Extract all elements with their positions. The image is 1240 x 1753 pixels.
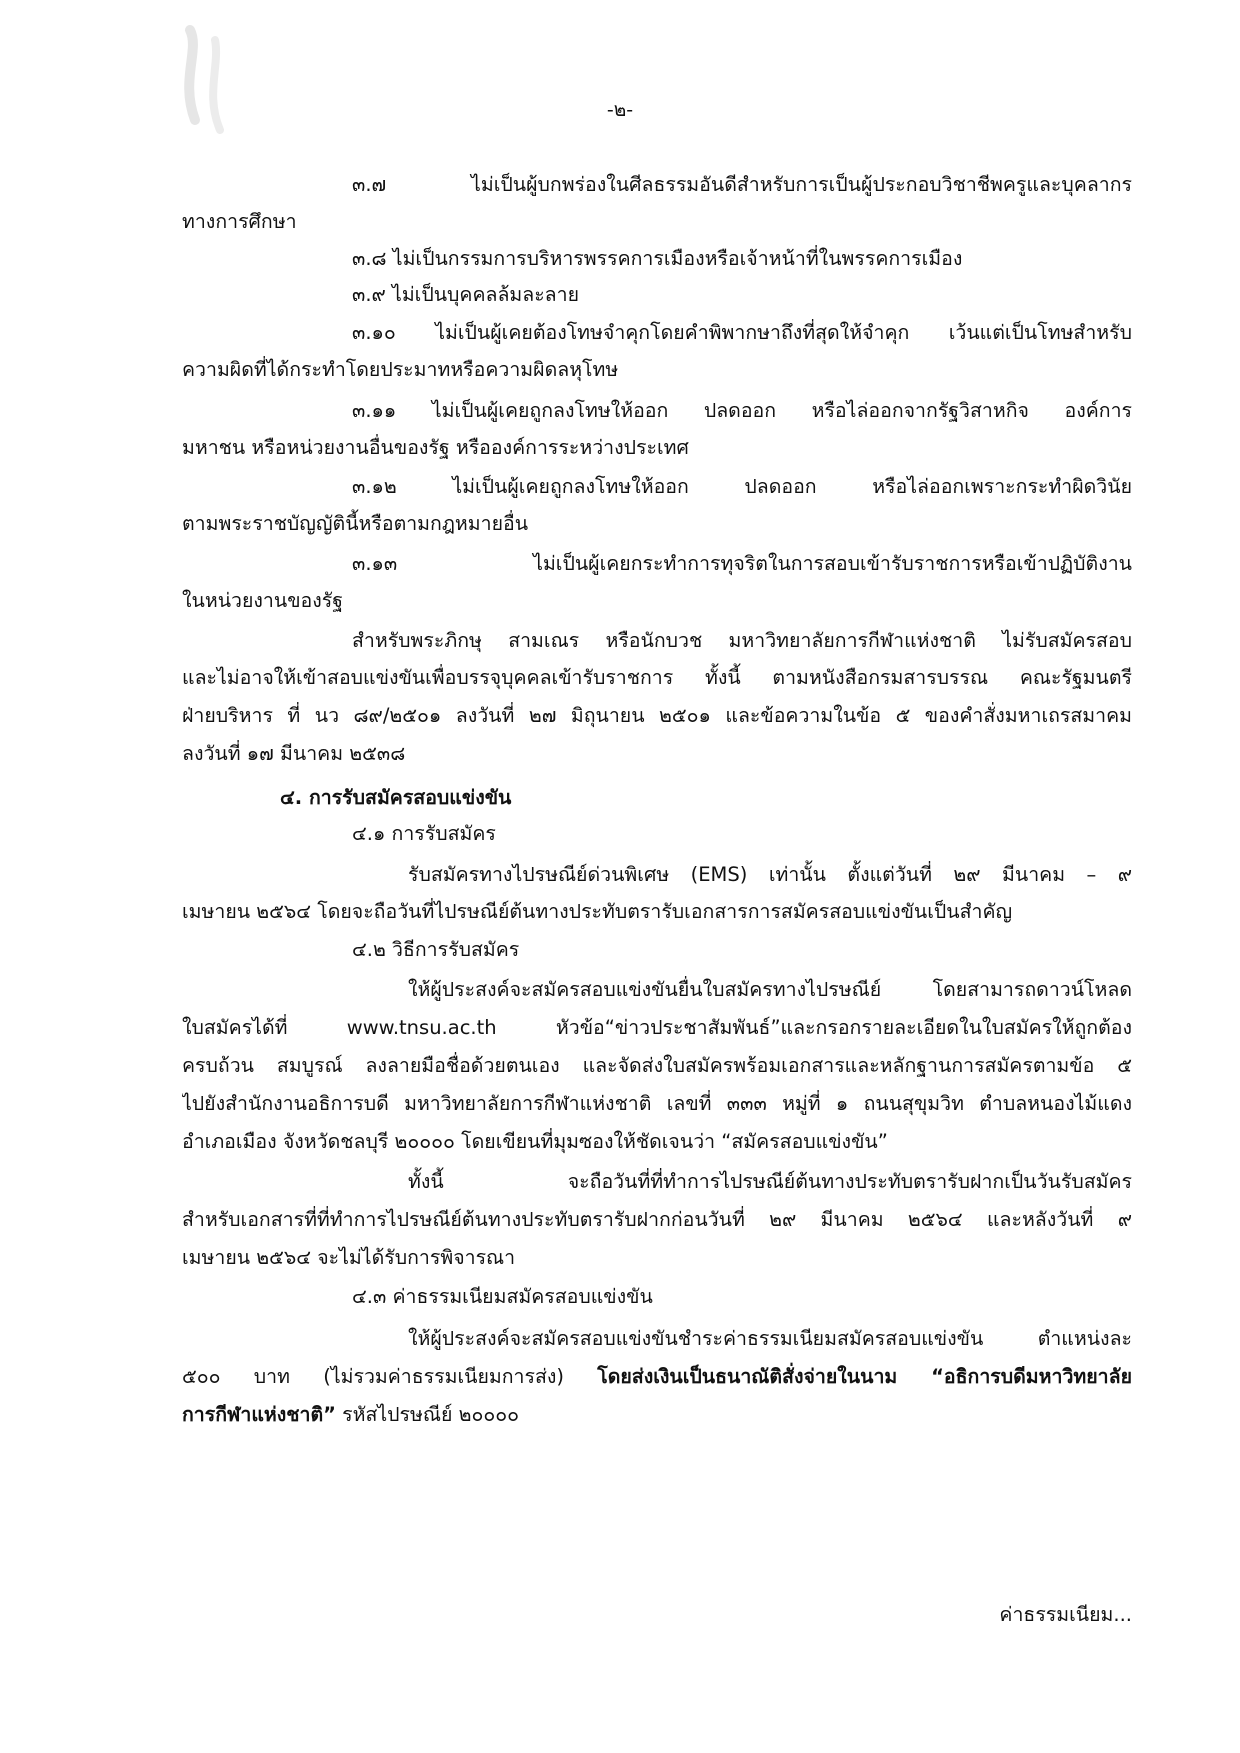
- application-period-cont: เมษายน ๒๕๖๔ โดยจะถือวันที่ไปรษณีย์ต้นทางประทับตรารับเอกสารการสมัครสอบแข่งขันเป็นสำคัญ: [182, 900, 1013, 923]
- monk-paragraph-line-3: ฝ่ายบริหาร ที่ นว ๘๙/๒๕๐๑ ลงวันที่ ๒๗ มิถุนายน ๒๕๐๑ และข้อความในข้อ ๕ ของคำสั่งมหาเถรสมาคม: [182, 704, 1132, 727]
- fee-amount-text: ๕๐๐ บาท (ไม่รวมค่าธรรมเนียมการส่ง): [182, 1365, 598, 1388]
- clause-3-12: ๓.๑๒ ไม่เป็นผู้เคยถูกลงโทษให้ออก ปลดออก หรือไล่ออกเพราะกระทำผิดวินัย: [352, 475, 1132, 498]
- monk-paragraph-line-2: และไม่อาจให้เข้าสอบแข่งขันเพื่อบรรจุบุคคลเข้ารับราชการ ทั้งนี้ ตามหนังสือกรมสารบรรณ คณะรัฐมนตรี: [182, 666, 1132, 689]
- clause-3-8: ๓.๘ ไม่เป็นกรรมการบริหารพรรคการเมืองหรือเจ้าหน้าที่ในพรรคการเมือง: [352, 247, 963, 270]
- postmark-paragraph-line-3: เมษายน ๒๕๖๔ จะไม่ได้รับการพิจารณา: [182, 1246, 516, 1269]
- clause-3-13: ๓.๑๓ ไม่เป็นผู้เคยกระทำการทุจริตในการสอบเข้ารับราชการหรือเข้าปฏิบัติงาน: [352, 552, 1132, 575]
- application-period: รับสมัครทางไปรษณีย์ด่วนพิเศษ (EMS) เท่านั้น ตั้งแต่วันที่ ๒๙ มีนาคม – ๙: [408, 863, 1132, 886]
- clause-3-12-cont: ตามพระราชบัญญัตินี้หรือตามกฎหมายอื่น: [182, 512, 529, 535]
- fee-payment-method: โดยส่งเงินเป็นธนาณัติสั่งจ่ายในนาม “อธิการบดีมหาวิทยาลัย: [597, 1365, 1132, 1388]
- method-paragraph-line-4: ไปยังสำนักงานอธิการบดี มหาวิทยาลัยการกีฬาแห่งชาติ เลขที่ ๓๓๓ หมู่ที่ ๑ ถนนสุขุมวิท ตำบลหนองไม้แดง: [182, 1092, 1132, 1115]
- monk-paragraph-line-4: ลงวันที่ ๑๗ มีนาคม ๒๕๓๘: [182, 742, 406, 765]
- method-paragraph-line-2: ใบสมัครได้ที่ www.tnsu.ac.th หัวข้อ“ข่าวประชาสัมพันธ์”และกรอกรายละเอียดในใบสมัครให้ถูกต้อง: [182, 1016, 1132, 1039]
- method-paragraph-line-3: ครบถ้วน สมบูรณ์ ลงลายมือชื่อด้วยตนเอง และจัดส่งใบสมัครพร้อมเอกสารและหลักฐานการสมัครตามข้อ ๕: [182, 1054, 1132, 1077]
- page-number: -๒-: [606, 99, 634, 121]
- clause-3-11: ๓.๑๑ ไม่เป็นผู้เคยถูกลงโทษให้ออก ปลดออก หรือไล่ออกจากรัฐวิสาหกิจ องค์การ: [352, 399, 1132, 422]
- fee-paragraph-line-3: [182, 1396, 1132, 1434]
- monk-paragraph: สำหรับพระภิกษุ สามเณร หรือนักบวช มหาวิทยาลัยการกีฬาแห่งชาติ ไม่รับสมัครสอบ: [352, 629, 1132, 652]
- clause-3-11-cont: มหาชน หรือหน่วยงานอื่นของรัฐ หรือองค์การระหว่างประเทศ: [182, 436, 689, 459]
- method-paragraph: ให้ผู้ประสงค์จะสมัครสอบแข่งขันยื่นใบสมัครทางไปรษณีย์ โดยสามารถดาวน์โหลด: [408, 978, 1132, 1001]
- fee-paragraph-line-2: [182, 1358, 1132, 1396]
- clause-3-10: ๓.๑๐ ไม่เป็นผู้เคยต้องโทษจำคุกโดยคำพิพากษาถึงที่สุดให้จำคุก เว้นแต่เป็นโทษสำหรับ: [352, 321, 1132, 344]
- clause-3-9: ๓.๙ ไม่เป็นบุคคลล้มละลาย: [352, 283, 580, 306]
- payee-name: การกีฬาแห่งชาติ”: [182, 1403, 336, 1426]
- clause-3-7: ๓.๗ ไม่เป็นผู้บกพร่องในศีลธรรมอันดีสำหรับการเป็นผู้ประกอบวิชาชีพครูและบุคลากร: [352, 173, 1132, 196]
- subsection-4-1-heading: ๔.๑ การรับสมัคร: [352, 822, 496, 845]
- clause-3-13-cont: ในหน่วยงานของรัฐ: [182, 589, 344, 612]
- postal-code-text: รหัสไปรษณีย์ ๒๐๐๐๐: [335, 1403, 520, 1426]
- method-paragraph-line-5: อำเภอเมือง จังหวัดชลบุรี ๒๐๐๐๐ โดยเขียนที่มุมซองให้ชัดเจนว่า “สมัครสอบแข่งขัน”: [182, 1130, 888, 1153]
- section-4-heading: ๔. การรับสมัครสอบแข่งขัน: [280, 786, 512, 809]
- clause-3-10-cont: ความผิดที่ได้กระทำโดยประมาทหรือความผิดลหุโทษ: [182, 358, 619, 381]
- fee-paragraph: ให้ผู้ประสงค์จะสมัครสอบแข่งขันชำระค่าธรรมเนียมสมัครสอบแข่งขัน ตำแหน่งละ: [408, 1327, 1132, 1350]
- clause-3-7-cont: ทางการศึกษา: [182, 210, 297, 233]
- subsection-4-3-heading: ๔.๓ ค่าธรรมเนียมสมัครสอบแข่งขัน: [352, 1285, 653, 1308]
- handwritten-mark: [120, 10, 260, 150]
- postmark-paragraph-line-2: สำหรับเอกสารที่ที่ทำการไปรษณีย์ต้นทางประทับตรารับฝากก่อนวันที่ ๒๙ มีนาคม ๒๕๖๔ และหลังวันที่ ๙: [182, 1208, 1132, 1231]
- continuation-marker: ค่าธรรมเนียม...: [999, 1603, 1132, 1626]
- postmark-paragraph: ทั้งนี้ จะถือวันที่ที่ทำการไปรษณีย์ต้นทางประทับตรารับฝากเป็นวันรับสมัคร: [408, 1170, 1132, 1193]
- subsection-4-2-heading: ๔.๒ วิธีการรับสมัคร: [352, 938, 520, 961]
